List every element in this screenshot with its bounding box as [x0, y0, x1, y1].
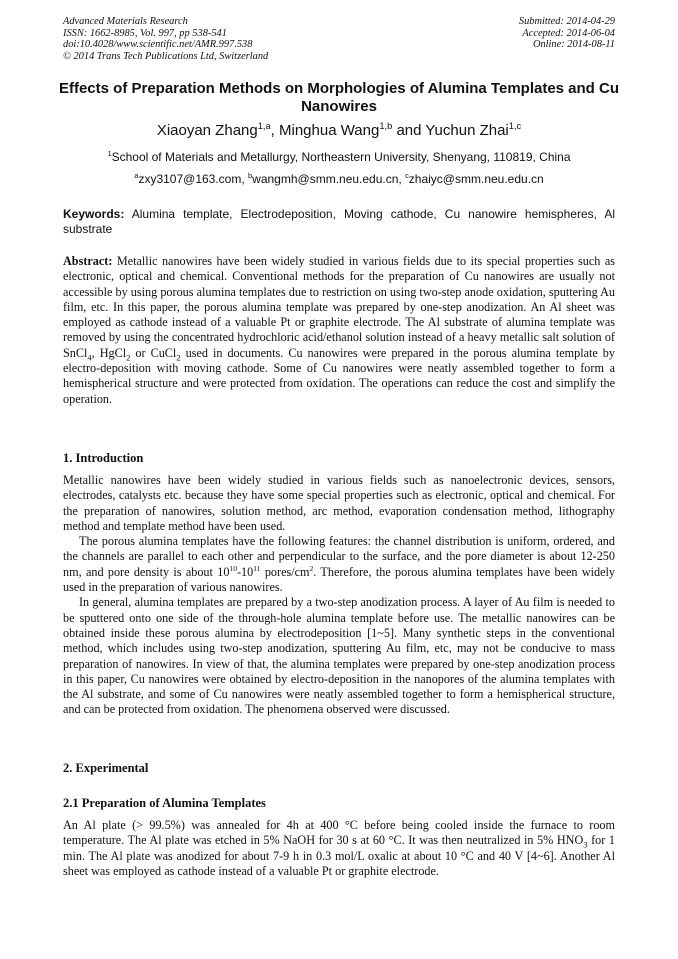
journal-doi: doi:10.4028/www.scientific.net/AMR.997.538 — [63, 39, 253, 51]
keywords-text: Alumina template, Electrodeposition, Moving cathode, Cu nanowire hemispheres, Al substrate — [63, 207, 615, 236]
journal-name: Advanced Materials Research — [63, 16, 188, 27]
author-affiliation-mark: 1,a — [257, 121, 271, 131]
paragraph — [63, 818, 615, 879]
submitted-date: Submitted: 2014-04-29 — [518, 16, 615, 27]
superscript: 2 — [309, 563, 314, 573]
author-name: Minghua Wang — [279, 122, 380, 139]
paragraph-text: . Therefore, the porous alumina templates have been widely used in the preparation of various nanowires. — [63, 564, 615, 595]
email-link[interactable]: zxy3107@163.com, — [138, 172, 249, 186]
email-link[interactable]: zhaiyc@smm.neu.edu.cn — [408, 172, 544, 186]
paper-title: Effects of Preparation Methods on Morphologies of Alumina Templates and Cu Nanowires — [58, 80, 620, 115]
preparation-body — [63, 818, 615, 879]
subscript: 3 — [583, 839, 588, 850]
subscript: 2 — [176, 352, 181, 363]
section-heading-introduction: 1. Introduction — [63, 451, 144, 465]
author-separator: , — [270, 122, 279, 139]
online-date: Online: 2014-08-11 — [532, 39, 615, 51]
email-mark: b — [248, 171, 253, 180]
accepted-date: Accepted: 2014-06-04 — [522, 27, 615, 39]
paragraph-text: for 1 min. The Al plate was anodized for about 7-9 h in 0.3 mol/L oxalic at about 10 °C and 40 V [4~6]. Another Al sheet was employed as cathode instead of a valuable Pt or graphite electrode. — [63, 833, 615, 878]
paragraph-text: An Al plate (> 99.5%) was annealed for 4h at 400 °C before being cooled inside the furnace to room temperature. The Al plate was etched in 5% NaOH for 30 s at 60 °C. It was then neutralized in 5% HNO — [63, 818, 615, 848]
abstract-text: used in documents. Cu nanowires were prepared in the porous alumina template by electro-deposition with moving cathode. Some of Cu nanowires were neatly assembled together to form a hemispherical structure and were protected from oxidation. The operations can reduce the cost and simplify the operation. — [63, 345, 615, 406]
abstract-label: Abstract: — [63, 254, 113, 268]
abstract-text: or CuCl — [130, 345, 177, 360]
journal-info — [63, 16, 268, 62]
author-separator: and — [392, 122, 426, 139]
author-name: Yuchun Zhai — [425, 122, 509, 139]
journal-copyright: © 2014 Trans Tech Publications Ltd, Switzerland — [63, 50, 269, 62]
abstract-text: , HgCl — [91, 345, 127, 360]
subsection-heading-preparation: 2.1 Preparation of Alumina Templates — [63, 796, 266, 810]
submission-dates — [519, 16, 615, 51]
paragraph: In general, alumina templates are prepared by a two-step anodization process. A layer of Au film is needed to be sputtered onto one side of the through-hole alumina template before use. The metallic nanowires can be obtained inside these porous alumina by electrodeposition [1~5]. Many synthetic steps in the conventional method, which includes using two-step anodization, sputtering Au film, etc, may not be conducive to mass preparation of nanowires. In view of that, the alumina templates were prepared by one-step anodization process in this paper, Cu nanowires were obtained by electro-deposition in the nanopores of the alumina templates with the Al substrate, and some of Cu nanowires were neatly assembled together to form a hemispherical structure, and can be protected from oxidation. The phenomena observed were discussed. — [63, 595, 615, 717]
paragraph-text: pores/cm — [260, 564, 310, 579]
affiliation-mark: 1 — [107, 149, 112, 158]
paragraph: Metallic nanowires have been widely studied in various fields such as nanoelectronic devices, sensors, electrodes, catalysts etc. because they have some special properties such as electronic, optical and chemical. For the preparation of nanowires, solution method, arc method, evaporation condensation method, lithography method and template method have been used. — [63, 473, 615, 533]
keywords-label: Keywords: — [63, 207, 125, 221]
superscript: 10 — [229, 563, 237, 573]
paragraph-text: -10 — [236, 564, 254, 579]
subscript: 2 — [126, 352, 131, 363]
author-affiliation-mark: 1,c — [508, 121, 522, 131]
paragraph — [63, 534, 615, 595]
abstract-text: Metallic nanowires have been widely studied in various fields due to its special properties such as electronic, optical and chemical. Conventional methods for the preparation of Cu nanowires are usually not accessible by using porous alumina templates due to restriction on using two-step anode oxidation, sputtering Au film, etc. In this paper, the porous alumina template was prepared by one-step anodization. An Al sheet was employed as cathode instead of a valuable Pt or graphite electrode. The Al substrate of alumina template was removed by using the concentrated hydrochloric acid/ethanol solution instead of a heavy metallic salt solution of SnCl — [63, 254, 615, 360]
paragraph-text: The porous alumina templates have the following features: the channel distribution is uniform, ordered, and the channels are parallel to each other and perpendicular to the surface, and the pore diameter is about 12-250 nm, and pore density is about 10 — [63, 534, 615, 579]
author-list — [40, 121, 638, 141]
author-affiliation-mark: 1,b — [379, 121, 393, 131]
affiliation-text: School of Materials and Metallurgy, Northeastern University, Shenyang, 110819, China — [111, 150, 571, 164]
author-name: Xiaoyan Zhang — [156, 122, 258, 139]
email-mark: a — [134, 171, 139, 180]
introduction-body — [63, 473, 615, 718]
keywords — [63, 207, 615, 237]
email-link[interactable]: wangmh@smm.neu.edu.cn, — [252, 172, 406, 186]
author-emails — [40, 171, 638, 187]
journal-issn: ISSN: 1662-8985, Vol. 997, pp 538-541 — [63, 27, 227, 39]
subscript: 4 — [87, 352, 92, 363]
section-heading-experimental: 2. Experimental — [63, 761, 149, 775]
affiliation — [40, 149, 638, 165]
abstract — [63, 254, 615, 407]
email-mark: c — [405, 171, 409, 180]
superscript: 11 — [253, 563, 261, 573]
